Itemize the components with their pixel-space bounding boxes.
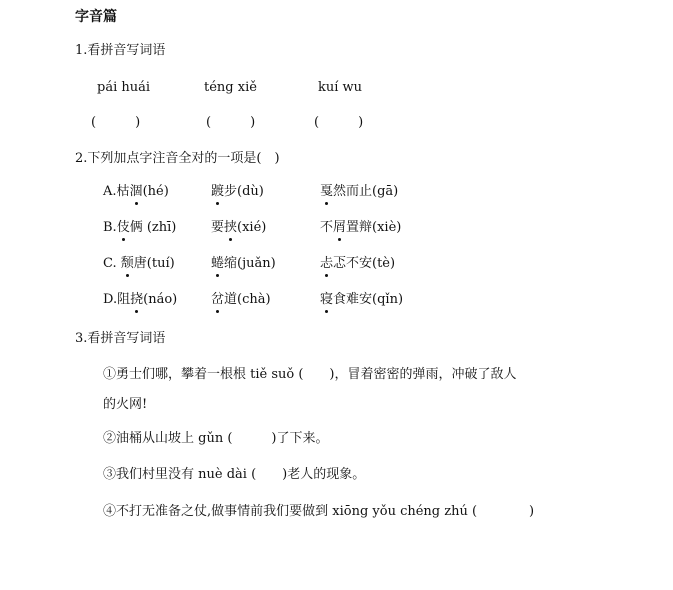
q2-option-c-item-3: 忐忑不安(tè): [320, 256, 396, 271]
option-label: C.: [103, 256, 117, 271]
q2-option-d-item-3: 寝食难安(qǐn): [320, 292, 404, 307]
q2-heading: 2.下列加点字注音全对的一项是( ): [75, 151, 280, 166]
option-label: A.: [103, 184, 117, 199]
q1-pinyin-1: pái huái: [97, 80, 151, 95]
q1-blank-2[interactable]: ( ): [206, 115, 256, 130]
q1-blank-3[interactable]: ( ): [314, 115, 364, 130]
q2-option-a-item-2: 踱步(dù): [211, 184, 264, 199]
option-item: 伎俩 (zhī): [116, 220, 177, 235]
q2-option-b[interactable]: [103, 219, 176, 237]
q2-option-c[interactable]: [103, 255, 175, 273]
q2-option-d[interactable]: [103, 291, 177, 309]
q3-item-3: ③我们村里没有 nuè dài ( )老人的现象。: [103, 467, 366, 482]
q1-blank-1[interactable]: ( ): [91, 115, 141, 130]
option-label: D.: [103, 292, 118, 307]
q3-heading: 3.看拼音写词语: [75, 331, 166, 346]
q3-item-4: ④不打无准备之仗,做事情前我们要做到 xiōng yǒu chéng zhú ( ): [103, 504, 535, 519]
q1-heading: 1.看拼音写词语: [75, 43, 166, 58]
q2-option-a-item-3: 戛然而止(gā): [320, 184, 399, 199]
q1-pinyin-3: kuí wu: [318, 80, 363, 95]
q2-option-b-item-2: 要挟(xié): [211, 220, 267, 235]
q2-option-a[interactable]: [103, 183, 169, 201]
option-label: B.: [103, 220, 117, 235]
option-item: 枯涸(hé): [116, 184, 169, 199]
option-item: 颓唐(tuí): [120, 256, 175, 271]
q2-option-d-item-2: 岔道(chà): [211, 292, 271, 307]
option-item: 阻挠(náo): [117, 292, 178, 307]
q1-pinyin-2: téng xiě: [204, 80, 257, 95]
q3-item-2: ②油桶从山坡上 gǔn ( )了下来。: [103, 431, 329, 446]
q2-option-c-item-2: 蜷缩(juǎn): [211, 256, 276, 271]
q2-option-b-item-3: 不屑置辩(xiè): [320, 220, 402, 235]
q3-item-1: ①勇士们哪，攀着一根根 tiě suǒ ( )，冒着密密的弹雨，冲破了敌人: [103, 367, 517, 382]
section-title: 字音篇: [75, 9, 117, 25]
q3-item-1-continued: 的火网!: [103, 397, 148, 412]
